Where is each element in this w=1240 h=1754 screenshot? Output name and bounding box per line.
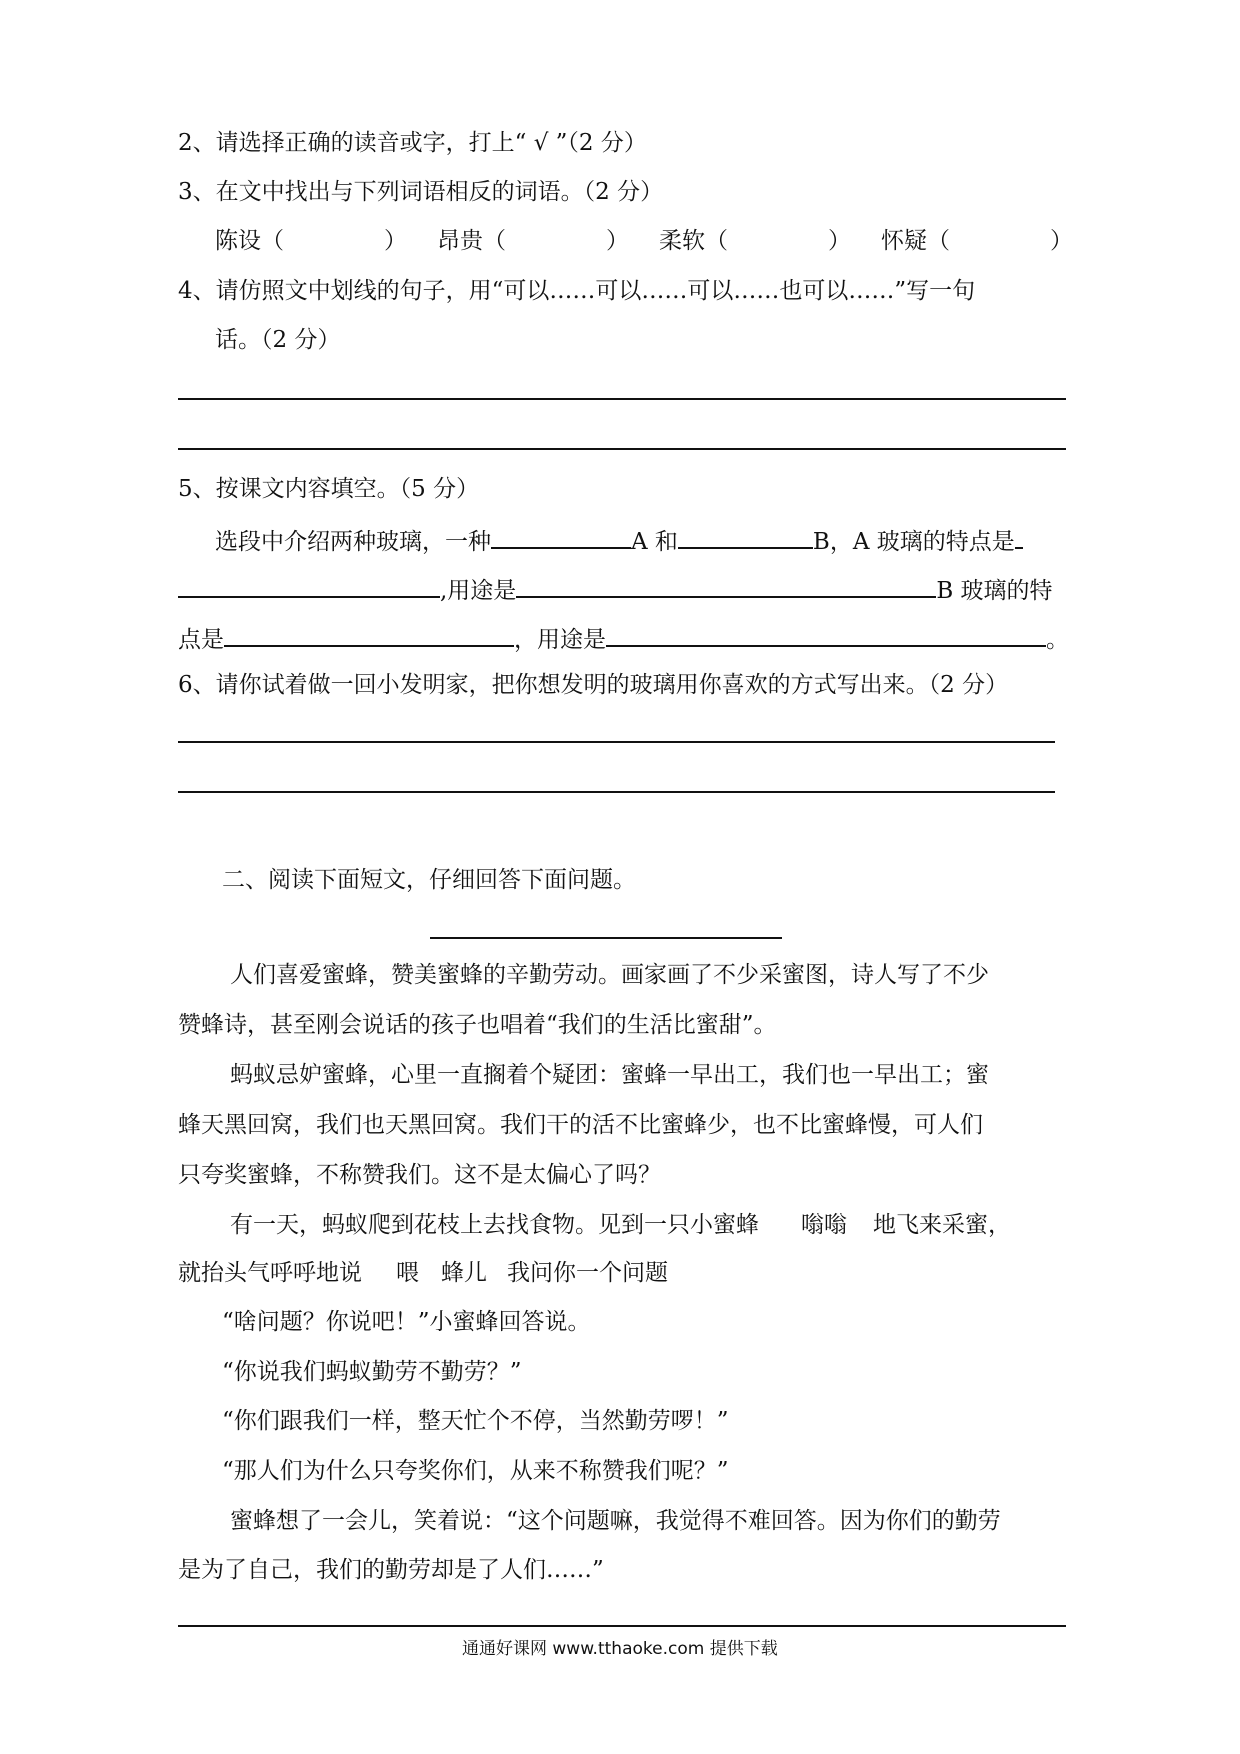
answer-line[interactable]: [178, 448, 1066, 450]
passage-line: 只夸奖蜜蜂，不称赞我们。这不是太偏心了吗？: [178, 1162, 661, 1188]
antonym-word: 昂贵（: [437, 228, 506, 254]
answer-line[interactable]: [178, 398, 1066, 400]
passage-line: 蚂蚁忌妒蜜蜂，心里一直搁着个疑团：蜜蜂一早出工，我们也一早出工；蜜: [230, 1062, 989, 1088]
antonym-paren-close: ）: [828, 228, 851, 254]
footer-text: 通通好课网 www.tthaoke.com 提供下载: [462, 1639, 778, 1659]
fill-blank[interactable]: [1015, 523, 1023, 549]
passage-text: 嗡嗡: [801, 1212, 847, 1238]
antonym-word: 陈设（: [215, 228, 284, 254]
fill-text: A 和: [631, 529, 678, 555]
dialogue-line: “那人们为什么只夸奖你们，从来不称赞我们呢？”: [222, 1458, 729, 1484]
answer-line[interactable]: [178, 741, 1055, 743]
fill-blank[interactable]: [678, 523, 813, 549]
passage-line: 蜂天黑回窝，我们也天黑回窝。我们干的活不比蜜蜂少，也不比蜜蜂慢，可人们: [178, 1112, 983, 1138]
passage-line: [230, 1210, 1011, 1240]
question-5-fill-line-2: [178, 572, 1053, 606]
fill-text: ，用途是: [514, 627, 606, 653]
antonym-paren-close: ）: [384, 228, 407, 254]
passage-line: [178, 1258, 668, 1288]
passage-line: 赞蜂诗，甚至刚会说话的孩子也唱着“我们的生活比蜜甜”。: [178, 1012, 777, 1038]
passage-text: 喂: [396, 1260, 419, 1286]
answer-line[interactable]: [178, 791, 1055, 793]
fill-text: B，A 玻璃的特点是: [812, 529, 1015, 555]
fill-blank[interactable]: [178, 572, 440, 598]
question-4-line-2: 话。（2 分）: [215, 327, 341, 353]
question-5-fill-line-3: [178, 621, 1069, 655]
question-5-fill-line-1: [215, 523, 1023, 557]
question-2: 2、请选择正确的读音或字，打上“ √ ”（2 分）: [178, 130, 647, 156]
dialogue-line: “你说我们蚂蚁勤劳不勤劳？”: [222, 1359, 522, 1385]
fill-text: 选段中介绍两种玻璃，一种: [215, 529, 491, 555]
fill-blank[interactable]: [516, 572, 936, 598]
fill-blank[interactable]: [491, 523, 631, 549]
fill-text: 。: [1046, 627, 1069, 653]
fill-blank[interactable]: [224, 621, 514, 647]
dialogue-line: “啥问题？你说吧！”小蜜蜂回答说。: [222, 1309, 591, 1335]
footer-divider: [178, 1625, 1066, 1627]
passage-text: 蜂儿: [441, 1260, 487, 1286]
passage-text: 地飞来采蜜，: [873, 1212, 1011, 1238]
passage-text: 就抬头气呼呼地说: [178, 1260, 362, 1286]
antonym-word: 柔软（: [659, 228, 728, 254]
passage-text: 有一天，蚂蚁爬到花枝上去找食物。见到一只小蜜蜂: [230, 1212, 759, 1238]
passage-text: 我问你一个问题: [507, 1260, 668, 1286]
passage-line: 蜜蜂想了一会儿，笑着说：“这个问题嘛，我觉得不难回答。因为你们的勤劳: [230, 1508, 1001, 1534]
passage-line: 是为了自己，我们的勤劳却是了人们……”: [178, 1557, 604, 1583]
question-4-line-1: 4、请仿照文中划线的句子，用“可以……可以……可以……也可以……”写一句: [178, 278, 976, 304]
antonym-paren-close: ）: [606, 228, 629, 254]
antonym-word: 怀疑（: [881, 228, 950, 254]
question-6: 6、请你试着做一回小发明家，把你想发明的玻璃用你喜欢的方式写出来。（2 分）: [178, 672, 1009, 698]
antonym-paren-close: ）: [1050, 228, 1073, 254]
fill-text: ,用途是: [440, 578, 517, 604]
question-3: 3、在文中找出与下列词语相反的词语。（2 分）: [178, 179, 664, 205]
fill-text: 点是: [178, 627, 224, 653]
question-5: 5、按课文内容填空。（5 分）: [178, 476, 480, 502]
passage-line: 人们喜爱蜜蜂，赞美蜜蜂的辛勤劳动。画家画了不少采蜜图，诗人写了不少: [230, 962, 989, 988]
fill-text: B 玻璃的特: [936, 578, 1053, 604]
dialogue-line: “你们跟我们一样，整天忙个不停，当然勤劳啰！”: [222, 1408, 729, 1434]
fill-blank[interactable]: [606, 621, 1046, 647]
section-2-heading: 二、阅读下面短文，仔细回答下面问题。: [222, 867, 636, 893]
title-blank-line[interactable]: [430, 937, 782, 939]
